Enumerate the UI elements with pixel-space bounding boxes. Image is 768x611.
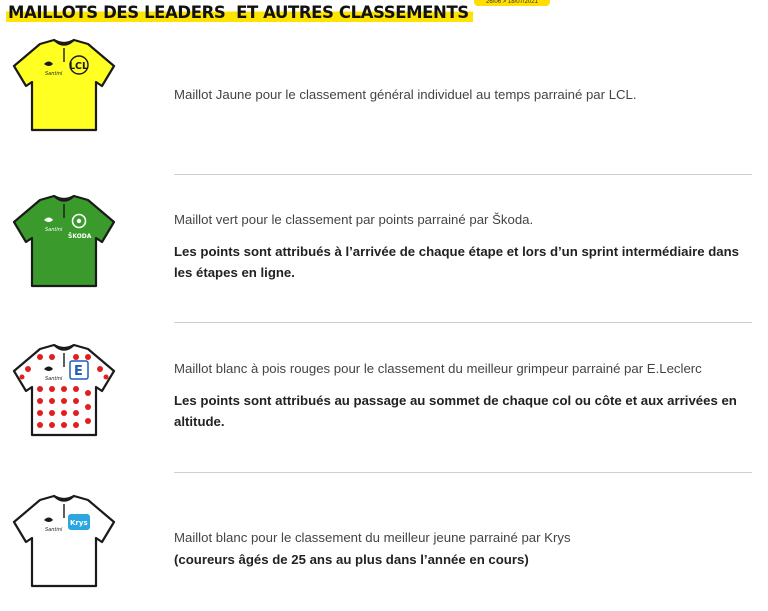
jersey-detail: Les points sont attribués au passage au sommet de chaque col ou côte et aux arrivées en altitude.	[174, 393, 737, 429]
jersey-detail: (coureurs âgés de 25 ans au plus dans l’année en cours)	[174, 552, 529, 567]
yellow-jersey-icon	[10, 38, 118, 134]
leclerc-logo: E	[74, 364, 83, 379]
page-title: MAILLOTS DES LEADERS ET AUTRES CLASSEMENTS	[6, 2, 473, 23]
jersey-description	[174, 528, 759, 570]
jersey-text: Maillot vert pour le classement par points parrainé par Škoda.	[174, 212, 534, 227]
jersey-detail: Les points sont attribués à l’arrivée de chaque étape et lors d’un sprint intermédiaire dans les étapes en ligne.	[174, 244, 740, 280]
skoda-logo: ŠKODA	[68, 233, 92, 240]
divider	[174, 472, 752, 473]
polka-dot-jersey-icon	[10, 343, 118, 439]
date-badge: 26/06 > 18/07/2021	[474, 0, 550, 6]
green-jersey-icon	[10, 194, 118, 290]
svg-text:Santini: Santini	[45, 227, 63, 233]
lcl-logo: LCL	[69, 61, 89, 72]
divider	[174, 322, 752, 323]
jersey-description	[174, 85, 759, 105]
svg-text:Santini: Santini	[45, 376, 63, 382]
jersey-text: Maillot blanc pour le classement du meilleur jeune parrainé par Krys	[174, 530, 571, 545]
jersey-description	[174, 359, 759, 432]
krys-logo: Krys	[70, 519, 88, 527]
svg-text:Santini: Santini	[45, 527, 63, 533]
jersey-text: Maillot blanc à pois rouges pour le classement du meilleur grimpeur parrainé par E.Leclerc	[174, 361, 702, 376]
jersey-description	[174, 210, 759, 283]
divider	[174, 174, 752, 175]
jersey-text: Maillot Jaune pour le classement général individuel au temps parrainé par LCL.	[174, 87, 637, 102]
white-jersey-icon	[10, 494, 118, 590]
svg-text:Santini: Santini	[45, 71, 63, 77]
